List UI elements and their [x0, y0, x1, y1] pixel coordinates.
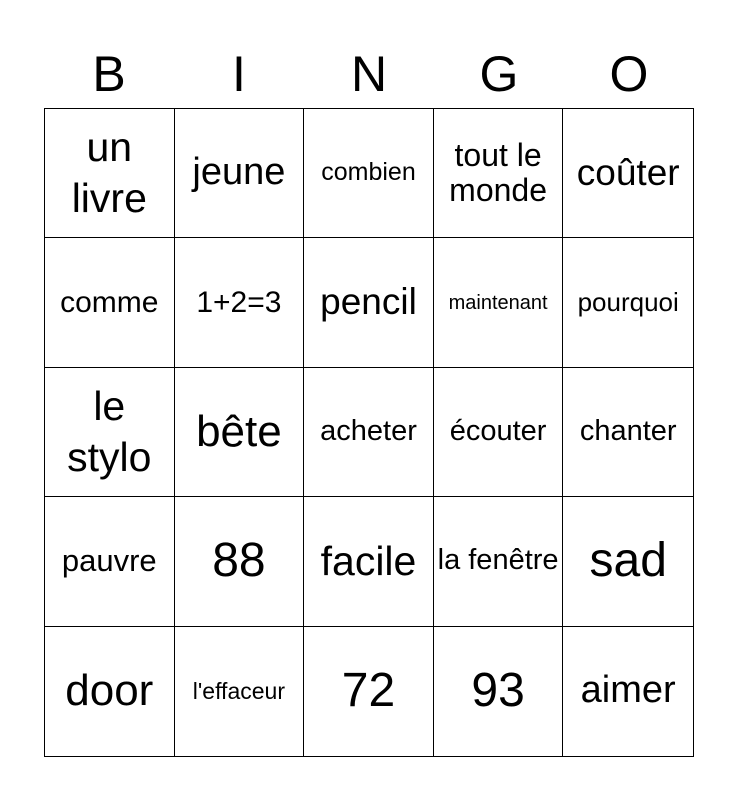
bingo-cell[interactable]: [175, 109, 305, 238]
bingo-cell[interactable]: [304, 368, 434, 497]
header-letter-b: B: [92, 46, 126, 102]
bingo-cell[interactable]: [563, 497, 693, 626]
cell-text: pauvre: [61, 543, 157, 579]
bingo-cell[interactable]: [304, 109, 434, 238]
header-letter-o: O: [609, 46, 649, 102]
bingo-board: [44, 108, 694, 757]
bingo-cell[interactable]: [563, 368, 693, 497]
cell-text: écouter: [449, 415, 547, 448]
bingo-cell[interactable]: [563, 238, 693, 367]
cell-text: door: [65, 666, 154, 716]
header-letter-i: I: [232, 46, 246, 102]
bingo-cell[interactable]: [304, 238, 434, 367]
bingo-cell[interactable]: [434, 109, 564, 238]
bingo-cell[interactable]: [434, 368, 564, 497]
cell-text: 1+2=3: [196, 286, 282, 320]
bingo-header: [44, 40, 694, 108]
bingo-cell[interactable]: [45, 627, 175, 756]
header-letter-n: N: [350, 46, 388, 102]
cell-text: facile: [320, 537, 417, 584]
bingo-cell[interactable]: [175, 627, 305, 756]
cell-text: la fenêtre: [437, 544, 559, 577]
cell-text: jeune: [192, 151, 286, 194]
cell-text: un livre: [71, 123, 147, 222]
cell-text: aimer: [580, 669, 676, 712]
cell-text: bête: [196, 406, 282, 456]
cell-text: sad: [589, 533, 667, 587]
bingo-cell[interactable]: [434, 497, 564, 626]
cell-text: combien: [321, 158, 416, 187]
bingo-cell[interactable]: [304, 497, 434, 626]
cell-text: coûter: [576, 151, 680, 193]
bingo-cell[interactable]: [45, 238, 175, 367]
bingo-cell[interactable]: [563, 109, 693, 238]
bingo-cell[interactable]: [175, 497, 305, 626]
cell-text: 88: [212, 533, 266, 587]
bingo-cell[interactable]: [45, 368, 175, 497]
cell-text: acheter: [320, 415, 417, 448]
cell-text: comme: [60, 286, 159, 320]
bingo-cell[interactable]: [45, 497, 175, 626]
cell-text: pencil: [320, 281, 417, 323]
cell-text: maintenant: [448, 291, 548, 314]
cell-text: pourquoi: [577, 287, 679, 318]
cell-text: l'effaceur: [192, 677, 285, 704]
cell-text: 72: [341, 663, 396, 717]
bingo-cell[interactable]: [563, 627, 693, 756]
bingo-cell[interactable]: [175, 368, 305, 497]
bingo-cell[interactable]: [175, 238, 305, 367]
bingo-cell[interactable]: [304, 627, 434, 756]
cell-text: tout le monde: [449, 137, 548, 209]
header-letter-g: G: [479, 46, 519, 102]
bingo-cell[interactable]: [434, 627, 564, 756]
bingo-cell[interactable]: [434, 238, 564, 367]
bingo-cell[interactable]: [45, 109, 175, 238]
cell-text: chanter: [579, 415, 677, 448]
cell-text: 93: [471, 663, 525, 717]
cell-text: le stylo: [67, 382, 152, 480]
